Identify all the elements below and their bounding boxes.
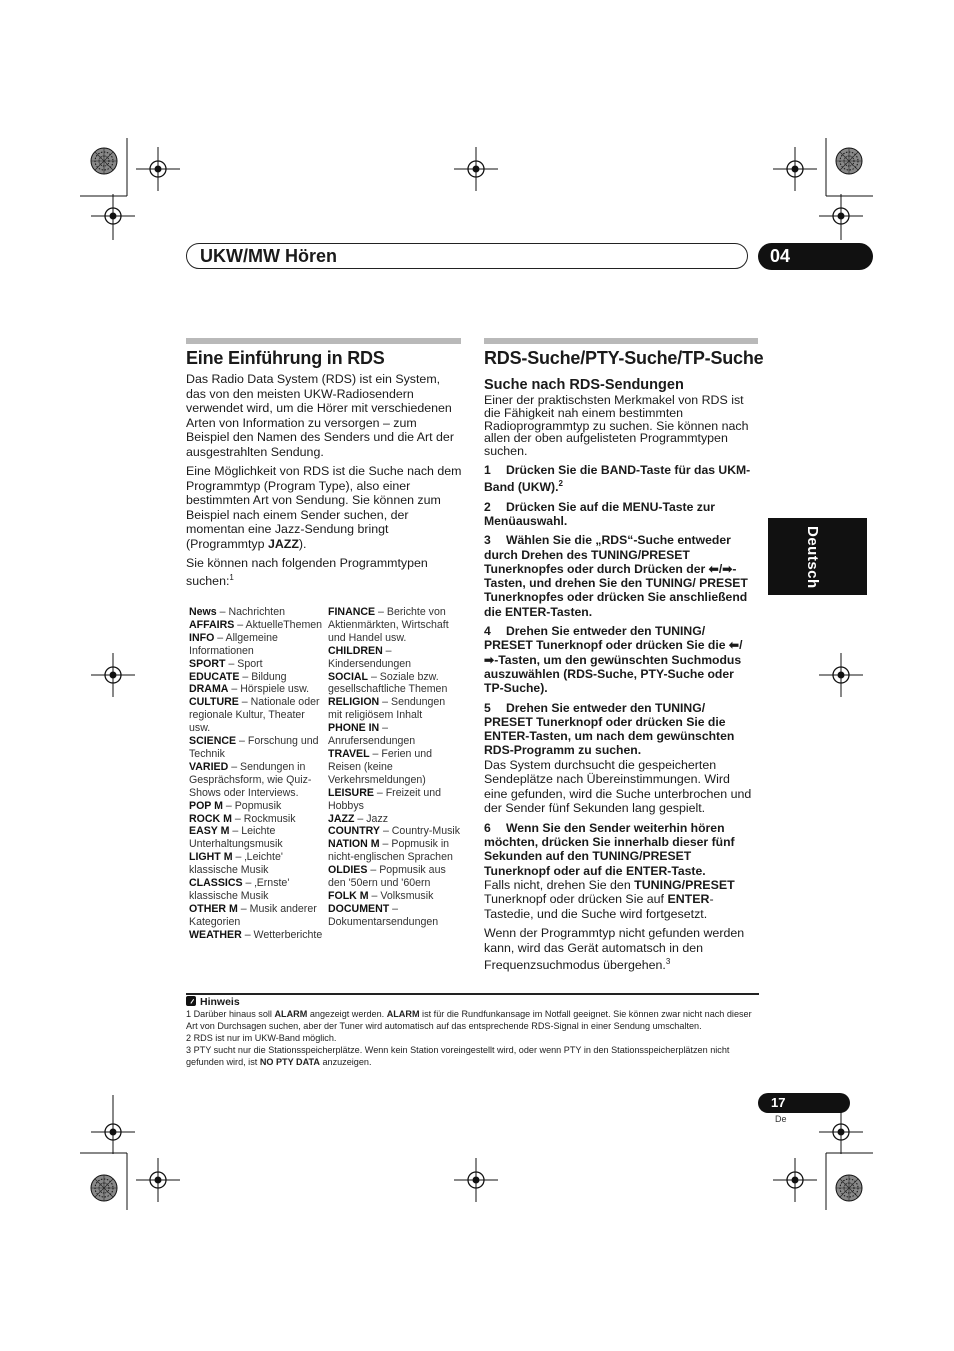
- program-type-description: – ‚Leichte' klassische Musik: [189, 851, 283, 877]
- program-type-description: – Allgemeine Informationen: [189, 631, 278, 657]
- program-type-item: [189, 877, 323, 903]
- step-6: 6 Wenn Sie den Sender weiterhin hören möchten, drücken Sie innerhalb dieser fünf Sekunden auf den TUNING/PRESET Tunerknopf oder auf die ENTER-Taste.: [484, 820, 735, 878]
- footnotes: [186, 1008, 760, 1068]
- program-type-code: SCIENCE: [189, 735, 237, 748]
- program-type-code: CULTURE: [189, 696, 239, 709]
- program-types-list-1: [189, 606, 323, 942]
- program-type-item: [328, 606, 462, 645]
- program-type-code: INFO: [189, 631, 215, 644]
- program-type-code: WEATHER: [189, 928, 242, 941]
- program-type-description: – Freizeit und Hobbys: [328, 786, 442, 812]
- program-type-item: [328, 671, 462, 697]
- program-type-description: – Anrufersendungen: [328, 722, 416, 748]
- program-type-code: LEISURE: [328, 786, 374, 799]
- program-type-item: [189, 658, 323, 671]
- rds-search-subheading: Suche nach RDS-Sendungen: [484, 377, 684, 393]
- program-type-item: [328, 838, 462, 864]
- program-type-description: – Popmusik aus den '50ern und '60ern: [328, 864, 446, 890]
- program-type-description: – Country-Musik: [380, 825, 461, 838]
- program-type-code: COUNTRY: [328, 825, 380, 838]
- program-type-description: – Volksmusik: [368, 889, 434, 902]
- step-6-description: Falls nicht, drehen Sie den TUNING/PRESET Tunerknopf oder drücken Sie auf ENTER-Tastedie, und die Suche wird fortgesetzt.: [484, 877, 735, 921]
- program-type-item: [189, 606, 323, 619]
- program-type-item: [189, 800, 323, 813]
- program-type-code: TRAVEL: [328, 747, 370, 760]
- program-type-code: RELIGION: [328, 696, 380, 709]
- program-type-description: – Musik anderer Kategorien: [189, 902, 317, 928]
- program-type-description: – AktuelleThemen: [234, 618, 323, 631]
- program-type-item: [189, 903, 323, 929]
- footnote-3: 3 PTY sucht nur die Stationsspeicherplätze. Wenn kein Station voreingestellt wird, oder wenn PTY in den Stationsspeicherplätzen nicht gefunden wird, ist NO PTY DATA anzuzeigen.: [186, 1045, 730, 1068]
- program-type-code: DRAMA: [189, 683, 229, 696]
- page-number-badge: 17: [758, 1093, 850, 1113]
- program-type-item: [328, 696, 462, 722]
- program-type-item: [189, 851, 323, 877]
- footnote-1: 1 Darüber hinaus soll ALARM angezeigt werden. ALARM ist für die Rundfunkansage im Notfall geeignet. Sie können zwar nicht nach dieser Art von Durchsagen suchen, aber der Tuner wird automatisch auf das entsprechende RDS-Signal in einer Sendung umschalten.: [186, 1009, 752, 1032]
- note-rule: [186, 993, 759, 995]
- rds-search-steps: [484, 463, 754, 973]
- program-type-code: DOCUMENT: [328, 902, 390, 915]
- program-type-description: – Leichte Unterhaltungsmusik: [189, 825, 283, 851]
- program-type-item: [328, 903, 462, 929]
- program-type-description: – Berichte von Aktienmärkten, Wirtschaft und Handel usw.: [328, 606, 449, 644]
- chapter-title: UKW/MW Hören: [200, 246, 337, 266]
- program-type-item: [189, 761, 323, 800]
- rds-intro-para-2: Eine Möglichkeit von RDS ist die Suche nach dem Programmtyp (Program Type), also einer bestimmten Art von Sendung. Sie können zum Beispiel nach einem Sender suchen, der momentan eine Jazz-Sendung bringt (Programmtyp JAZZ).: [186, 464, 462, 551]
- program-type-description: – Dokumentarsendungen: [328, 902, 439, 928]
- program-type-code: OLDIES: [328, 864, 368, 877]
- program-type-code: FOLK M: [328, 889, 369, 902]
- program-type-item: [328, 748, 462, 787]
- step-3: 3 Wählen Sie die „RDS“-Suche entweder durch Drehen des TUNING/PRESET Tunerknopfes oder durch Drücken der ⬅/➡-Tasten, und drehen Sie den TUNING/ PRESET Tunerknopfes oder drücken Sie anschließend die ENTER-Tasten.: [484, 533, 748, 619]
- program-type-code: News: [189, 606, 217, 618]
- step-2: 2 Drücken Sie auf die MENU-Taste zur Menüauswahl.: [484, 499, 716, 528]
- program-type-item: [189, 619, 323, 632]
- program-type-description: – ‚Ernste' klassische Musik: [189, 877, 290, 902]
- program-type-item: [328, 825, 462, 838]
- program-type-item: [328, 722, 462, 748]
- program-type-item: [189, 671, 323, 684]
- right-section-rule: [484, 338, 758, 344]
- program-type-item: [328, 787, 462, 813]
- program-type-code: SPORT: [189, 657, 226, 670]
- program-type-description: – Wetterberichte: [241, 928, 323, 941]
- program-type-code: EDUCATE: [189, 670, 240, 683]
- rds-intro-body: [186, 372, 462, 593]
- step-1: 1 Drücken Sie die BAND-Taste für das UKM-Band (UKW).$^2$: [484, 463, 751, 495]
- step-4: 4 Drehen Sie entweder den TUNING/ PRESET Tunerknopf oder drücken Sie die ⬅/➡-Tasten, um den gewünschten Suchmodus auszuwählen (RDS-Suche, PTY-Suche oder TP-Suche).: [484, 624, 743, 696]
- program-type-description: – Forschung und Technik: [189, 735, 319, 760]
- page-language-code: De: [775, 1114, 787, 1124]
- program-type-code: ROCK M: [189, 812, 232, 825]
- program-type-item: [328, 890, 462, 903]
- program-type-description: – Ferien und Reisen (keine Verkehrsmeldungen): [328, 747, 433, 786]
- step-5: 5 Drehen Sie entweder den TUNING/ PRESET Tunerknopf oder drücken Sie die ENTER-Tasten, um nach dem gewünschten RDS-Programm zu suchen.: [484, 700, 735, 758]
- program-type-code: OTHER M: [189, 902, 238, 915]
- note-heading: Hinweis: [186, 996, 240, 1008]
- program-type-description: – Nationale oder regionale Kultur, Theater usw.: [189, 696, 320, 735]
- language-side-tab: [768, 518, 867, 595]
- rds-intro-para-3: Sie können nach folgenden Programmtypen suchen:$^1$: [186, 556, 428, 588]
- program-type-code: CHILDREN: [328, 644, 383, 657]
- program-type-item: [189, 929, 323, 942]
- rds-intro-para-1: Das Radio Data System (RDS) ist ein System, das von den meisten UKW-Radiosendern verwendet wird, um die Hörer mit verschiedenen Arten von Information zu versorgen – zum Beispiel den Namen des Senders und die Art der ausgestrahlten Sendung.: [186, 372, 454, 459]
- program-type-description: – Kindersendungen: [328, 644, 412, 670]
- program-type-description: – Popmusik in nicht-englischen Sprachen: [328, 838, 453, 864]
- program-type-description: – Rockmusik: [231, 812, 296, 825]
- program-type-description: – Jazz: [354, 812, 389, 825]
- program-type-item: [189, 696, 323, 735]
- program-type-code: POP M: [189, 799, 223, 812]
- left-section-rule: [186, 338, 461, 344]
- program-type-description: – Sport: [225, 657, 263, 670]
- program-type-code: NATION M: [328, 838, 380, 851]
- footnote-2: 2 RDS ist nur im UKW-Band möglich.: [186, 1033, 337, 1044]
- program-types-list-2: [328, 606, 462, 929]
- program-type-code: VARIED: [189, 760, 229, 773]
- program-type-code: LIGHT M: [189, 851, 233, 864]
- program-type-code: CLASSICS: [189, 877, 243, 890]
- program-type-description: – Sendungen in Gesprächsform, wie Quiz-Shows oder Interviews.: [189, 760, 312, 799]
- program-type-code: SOCIAL: [328, 670, 369, 683]
- program-type-description: – Sendungen mit religiösem Inhalt: [328, 696, 446, 722]
- program-type-item: [189, 683, 323, 696]
- program-type-description: – Soziale bzw. gesellschaftliche Themen: [328, 670, 448, 696]
- program-type-code: PHONE IN: [328, 722, 380, 735]
- program-type-description: – Popmusik: [222, 799, 282, 812]
- rds-search-intro: Einer der praktischsten Merkmakel von RDS ist die Fähigkeit nah einem bestimmten Radioprogrammtyp zu suchen. Sie können nach allen der oben aufgelisteten Programmtypen suchen.: [484, 393, 749, 459]
- program-type-item: [189, 825, 323, 851]
- fallback-description: Wenn der Programmtyp nicht gefunden werden kann, wird das Gerät automatsch in den Frequenzsuchmodus übergehen.$^3$: [484, 926, 745, 973]
- program-type-item: [189, 813, 323, 826]
- program-type-item: [189, 632, 323, 658]
- program-type-description: – Bildung: [239, 670, 287, 683]
- language-label: Deutsch: [804, 526, 821, 589]
- rds-intro-heading: Eine Einführung in RDS: [186, 348, 385, 368]
- program-type-item: [328, 864, 462, 890]
- program-type-code: EASY M: [189, 825, 230, 838]
- program-type-item: [328, 813, 462, 826]
- program-type-description: – Nachrichten: [216, 606, 285, 618]
- program-type-item: [328, 645, 462, 671]
- program-type-code: JAZZ: [328, 812, 355, 825]
- program-type-item: [189, 735, 323, 761]
- chapter-number-badge: 04: [758, 243, 873, 270]
- step-5-description: Das System durchsucht die gespeicherten Sendeplätze nach Übereinstimmungen. Wird eine gefunden, wird die Suche unterbrochen und der Sender fünf Sekunden lang gespielt.: [484, 757, 752, 816]
- rds-search-heading: RDS-Suche/PTY-Suche/TP-Suche: [484, 348, 764, 368]
- program-type-code: FINANCE: [328, 606, 376, 618]
- program-type-description: – Hörspiele usw.: [228, 683, 310, 696]
- program-type-code: AFFAIRS: [189, 618, 235, 631]
- note-pencil-icon: [186, 996, 196, 1006]
